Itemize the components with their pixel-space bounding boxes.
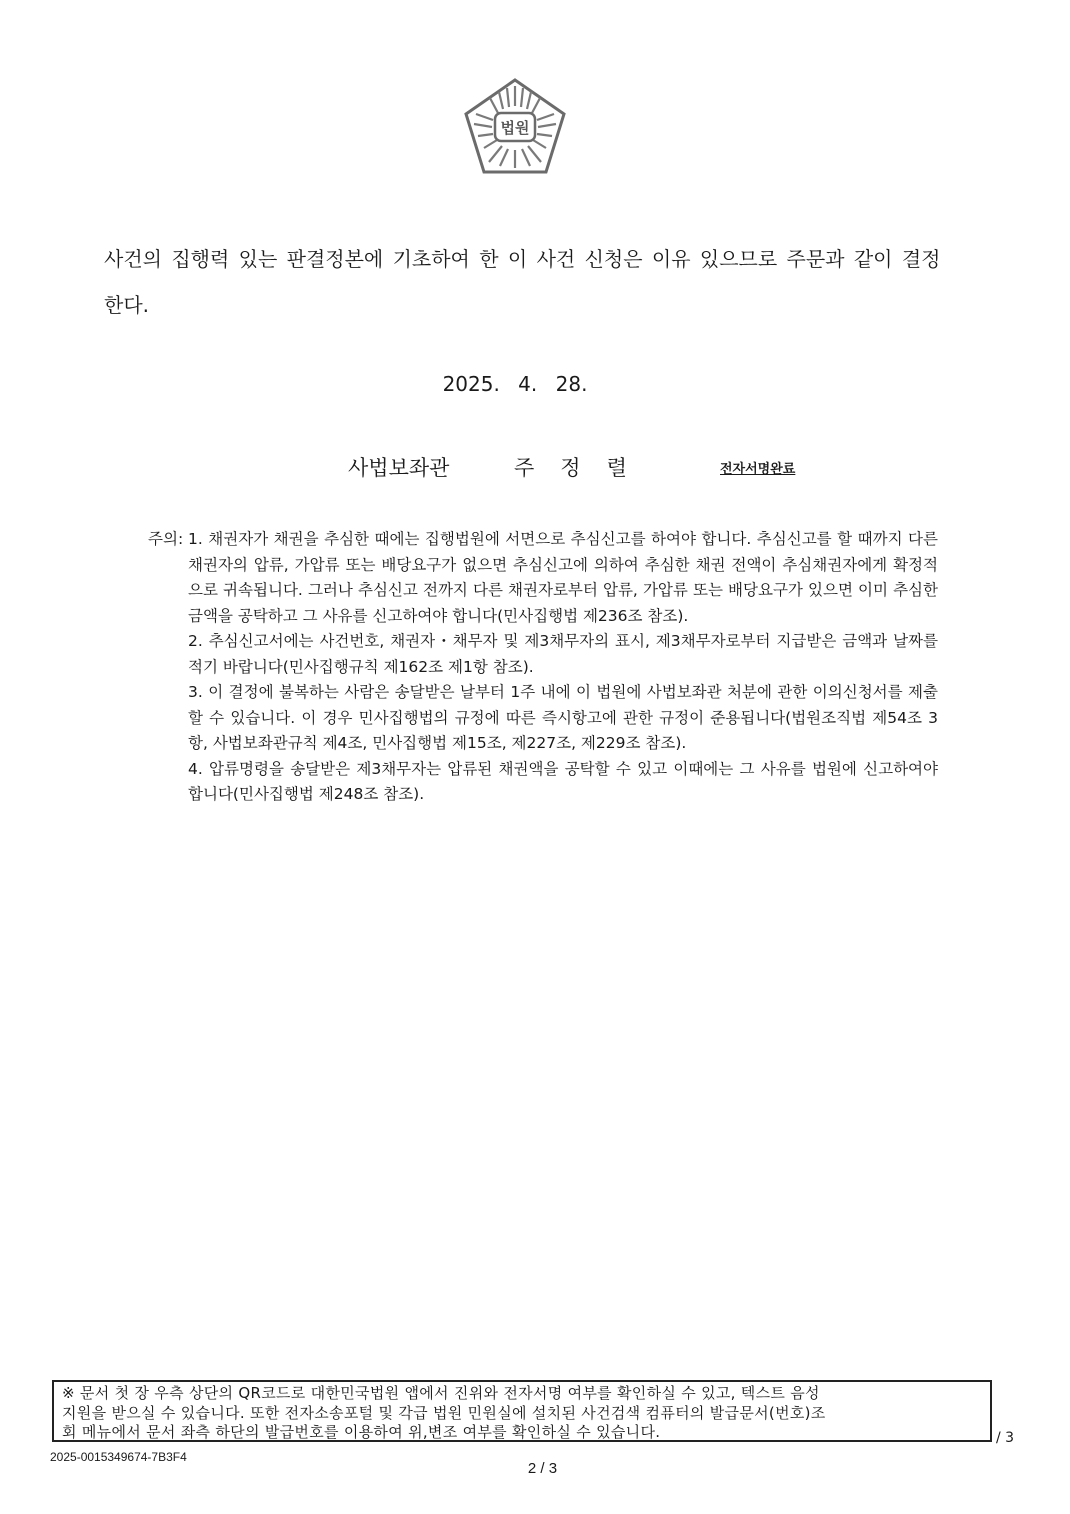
decision-body-paragraph: 사건의 집행력 있는 판결정본에 기초하여 한 이 사건 신청은 이유 있으므로 주문과 같이 결정한다. (104, 247, 941, 317)
issuance-number: 2025-0015349674-7B3F4 (50, 1450, 187, 1464)
note-item: 4. 압류명령을 송달받은 제3채무자는 압류된 채권액을 공탁할 수 있고 이때에는 그 사유를 법원에 신고하여야 합니다(민사집행법 제248조 참조). (188, 759, 938, 803)
official-name: 주정렬 (514, 456, 653, 480)
esignature-mark: 전자서명완료 (720, 462, 796, 477)
official-title: 사법보좌관 (348, 456, 450, 480)
notice-line: ※ 문서 첫 장 우측 상단의 QR코드로 대한민국법원 앱에서 진위와 전자서명 여부를 확인하실 수 있고, 텍스트 음성 (62, 1384, 820, 1402)
notice-line: 회 메뉴에서 문서 좌측 하단의 발급번호를 이용하여 위,변조 여부를 확인하실 수 있습니다. (62, 1423, 661, 1441)
verification-notice-box (52, 1380, 992, 1442)
seal-text: 법원 (500, 119, 530, 137)
notes-label: 주의: (148, 530, 184, 548)
page-number: 2 / 3 (527, 1460, 558, 1477)
note-item: 1. 채권자가 채권을 추심한 때에는 집행법원에 서면으로 추심신고를 하여야 합니다. 추심신고를 할 때까지 다른 채권자의 압류, 가압류 또는 배당요구가 없으면 추심신고에 의하여 추심한 채권 전액이 추심채권자에게 확정적으로 귀속됩니다. 그러나 추심신고 전까지 다른 채권자로부터 압류, 가압류 또는 배당요구가 있으면 이미 추심한 금액을 공탁하고 그 사유를 신고하여야 합니다(민사집행법 제236조 참조). (188, 530, 938, 625)
court-seal-icon (462, 76, 568, 178)
notice-line: 지원을 받으실 수 있습니다. 또한 전자소송포털 및 각급 법원 민원실에 설치된 사건검색 컴퓨터의 발급문서(번호)조 (62, 1403, 826, 1422)
notes-list (188, 527, 938, 808)
note-item: 2. 추심신고서에는 사건번호, 채권자・채무자 및 제3채무자의 표시, 제3채무자로부터 지급받은 금액과 날짜를 적기 바랍니다(민사집행규칙 제162조 제1항 참조). (188, 632, 938, 676)
page-fragment: / 3 (996, 1430, 1015, 1446)
note-item: 3. 이 결정에 불복하는 사람은 송달받은 날부터 1주 내에 이 법원에 사법보좌관 처분에 관한 이의신청서를 제출할 수 있습니다. 이 경우 민사집행법의 규정에 따른 즉시항고에 관한 규정이 준용됩니다(법원조직법 제54조 3항, 사법보좌관규칙 제4조, 민사집행법 제15조, 제227조, 제229조 참조). (188, 683, 938, 752)
decision-date: 2025. 4. 28. (442, 372, 588, 396)
